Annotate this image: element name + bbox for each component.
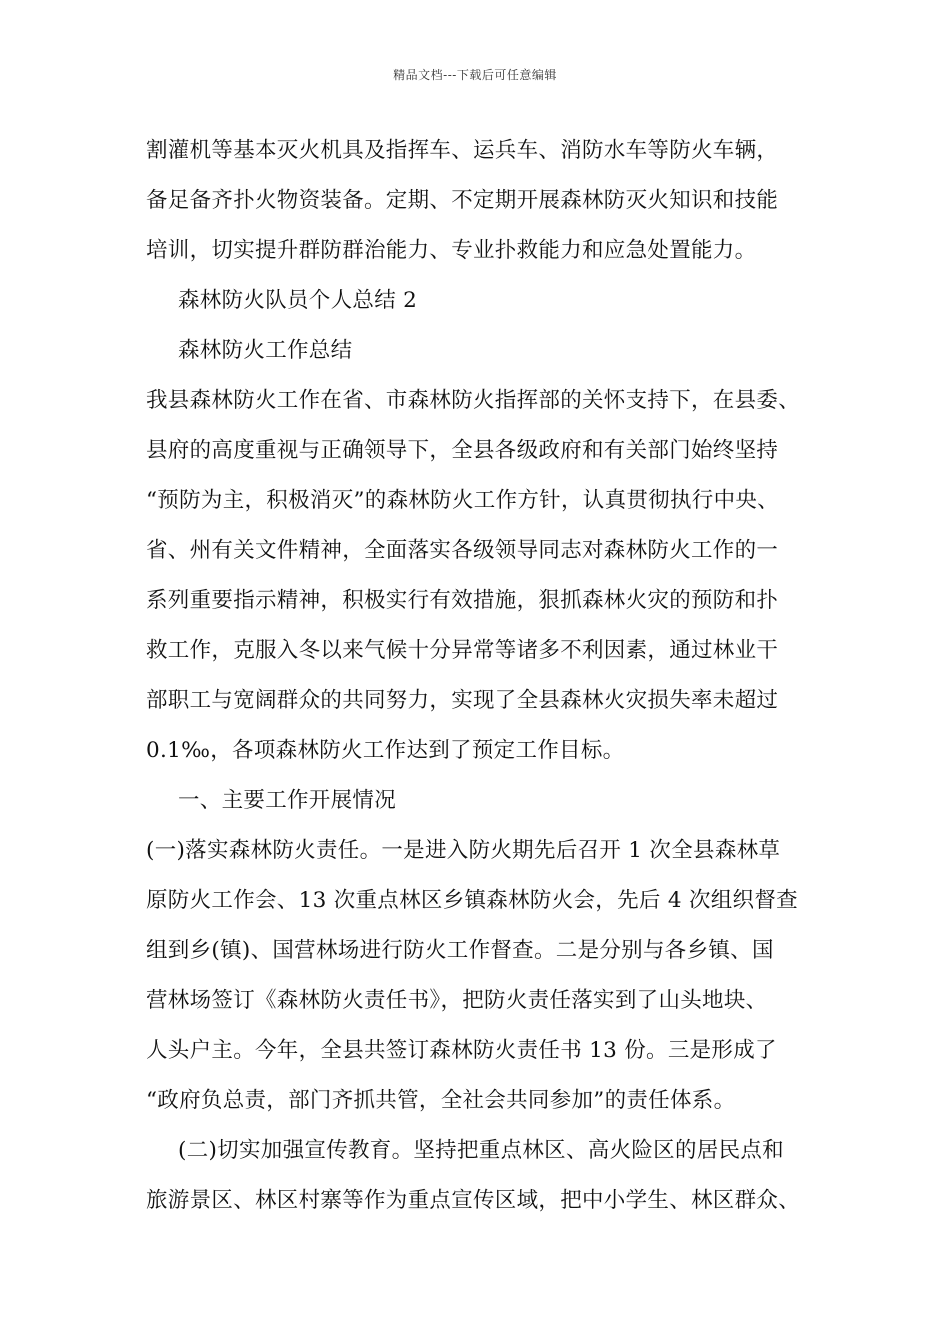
text-line: 森林防火队员个人总结 2 xyxy=(178,288,418,313)
text-line: (一)落实森林防火责任。一是进入防火期先后召开 1 次全县森林草 xyxy=(146,838,781,863)
document-header: 精品文档---下载后可任意编辑 xyxy=(393,68,557,82)
text-line: 系列重要指示精神，积极实行有效措施，狠抓森林火灾的预防和扑 xyxy=(146,588,779,613)
text-line: 培训，切实提升群防群治能力、专业扑救能力和应急处置能力。 xyxy=(146,238,757,263)
text-line: 营林场签订《森林防火责任书》，把防火责任落实到了山头地块、 xyxy=(146,988,768,1013)
text-line: 0.1‰，各项森林防火工作达到了预定工作目标。 xyxy=(146,738,625,763)
text-line: 省、州有关文件精神，全面落实各级领导同志对森林防火工作的一 xyxy=(146,538,779,563)
text-line: 原防火工作会、13 次重点林区乡镇森林防火会，先后 4 次组织督查 xyxy=(146,888,798,913)
text-line: 备足备齐扑火物资装备。定期、不定期开展森林防灭火知识和技能 xyxy=(146,188,779,213)
text-line: 我县森林防火工作在省、市森林防火指挥部的关怀支持下，在县委、 xyxy=(146,388,801,413)
text-line: 人头户主。今年，全县共签订森林防火责任书 13 份。三是形成了 xyxy=(146,1038,777,1063)
text-line: 森林防火工作总结 xyxy=(178,338,353,363)
text-line: 救工作，克服入冬以来气候十分异常等诸多不利因素，通过林业干 xyxy=(146,638,779,663)
text-line: “预防为主，积极消灭”的森林防火工作方针，认真贯彻执行中央、 xyxy=(146,488,779,513)
text-line: 部职工与宽阔群众的共同努力，实现了全县森林火灾损失率未超过 xyxy=(146,688,779,713)
text-line: 组到乡(镇)、国营林场进行防火工作督查。二是分别与各乡镇、国 xyxy=(146,938,774,963)
text-line: 一、主要工作开展情况 xyxy=(178,788,397,813)
text-line: 割灌机等基本灭火机具及指挥车、运兵车、消防水车等防火车辆， xyxy=(146,138,779,163)
text-line: 县府的高度重视与正确领导下，全县各级政府和有关部门始终坚持 xyxy=(146,438,779,463)
text-line: “政府负总责，部门齐抓共管，全社会共同参加”的责任体系。 xyxy=(146,1088,736,1113)
text-line: 旅游景区、林区村寨等作为重点宣传区域，把中小学生、林区群众、 xyxy=(146,1188,801,1213)
text-line: (二)切实加强宣传教育。坚持把重点林区、高火险区的居民点和 xyxy=(178,1138,784,1163)
document-body xyxy=(146,126,826,1226)
